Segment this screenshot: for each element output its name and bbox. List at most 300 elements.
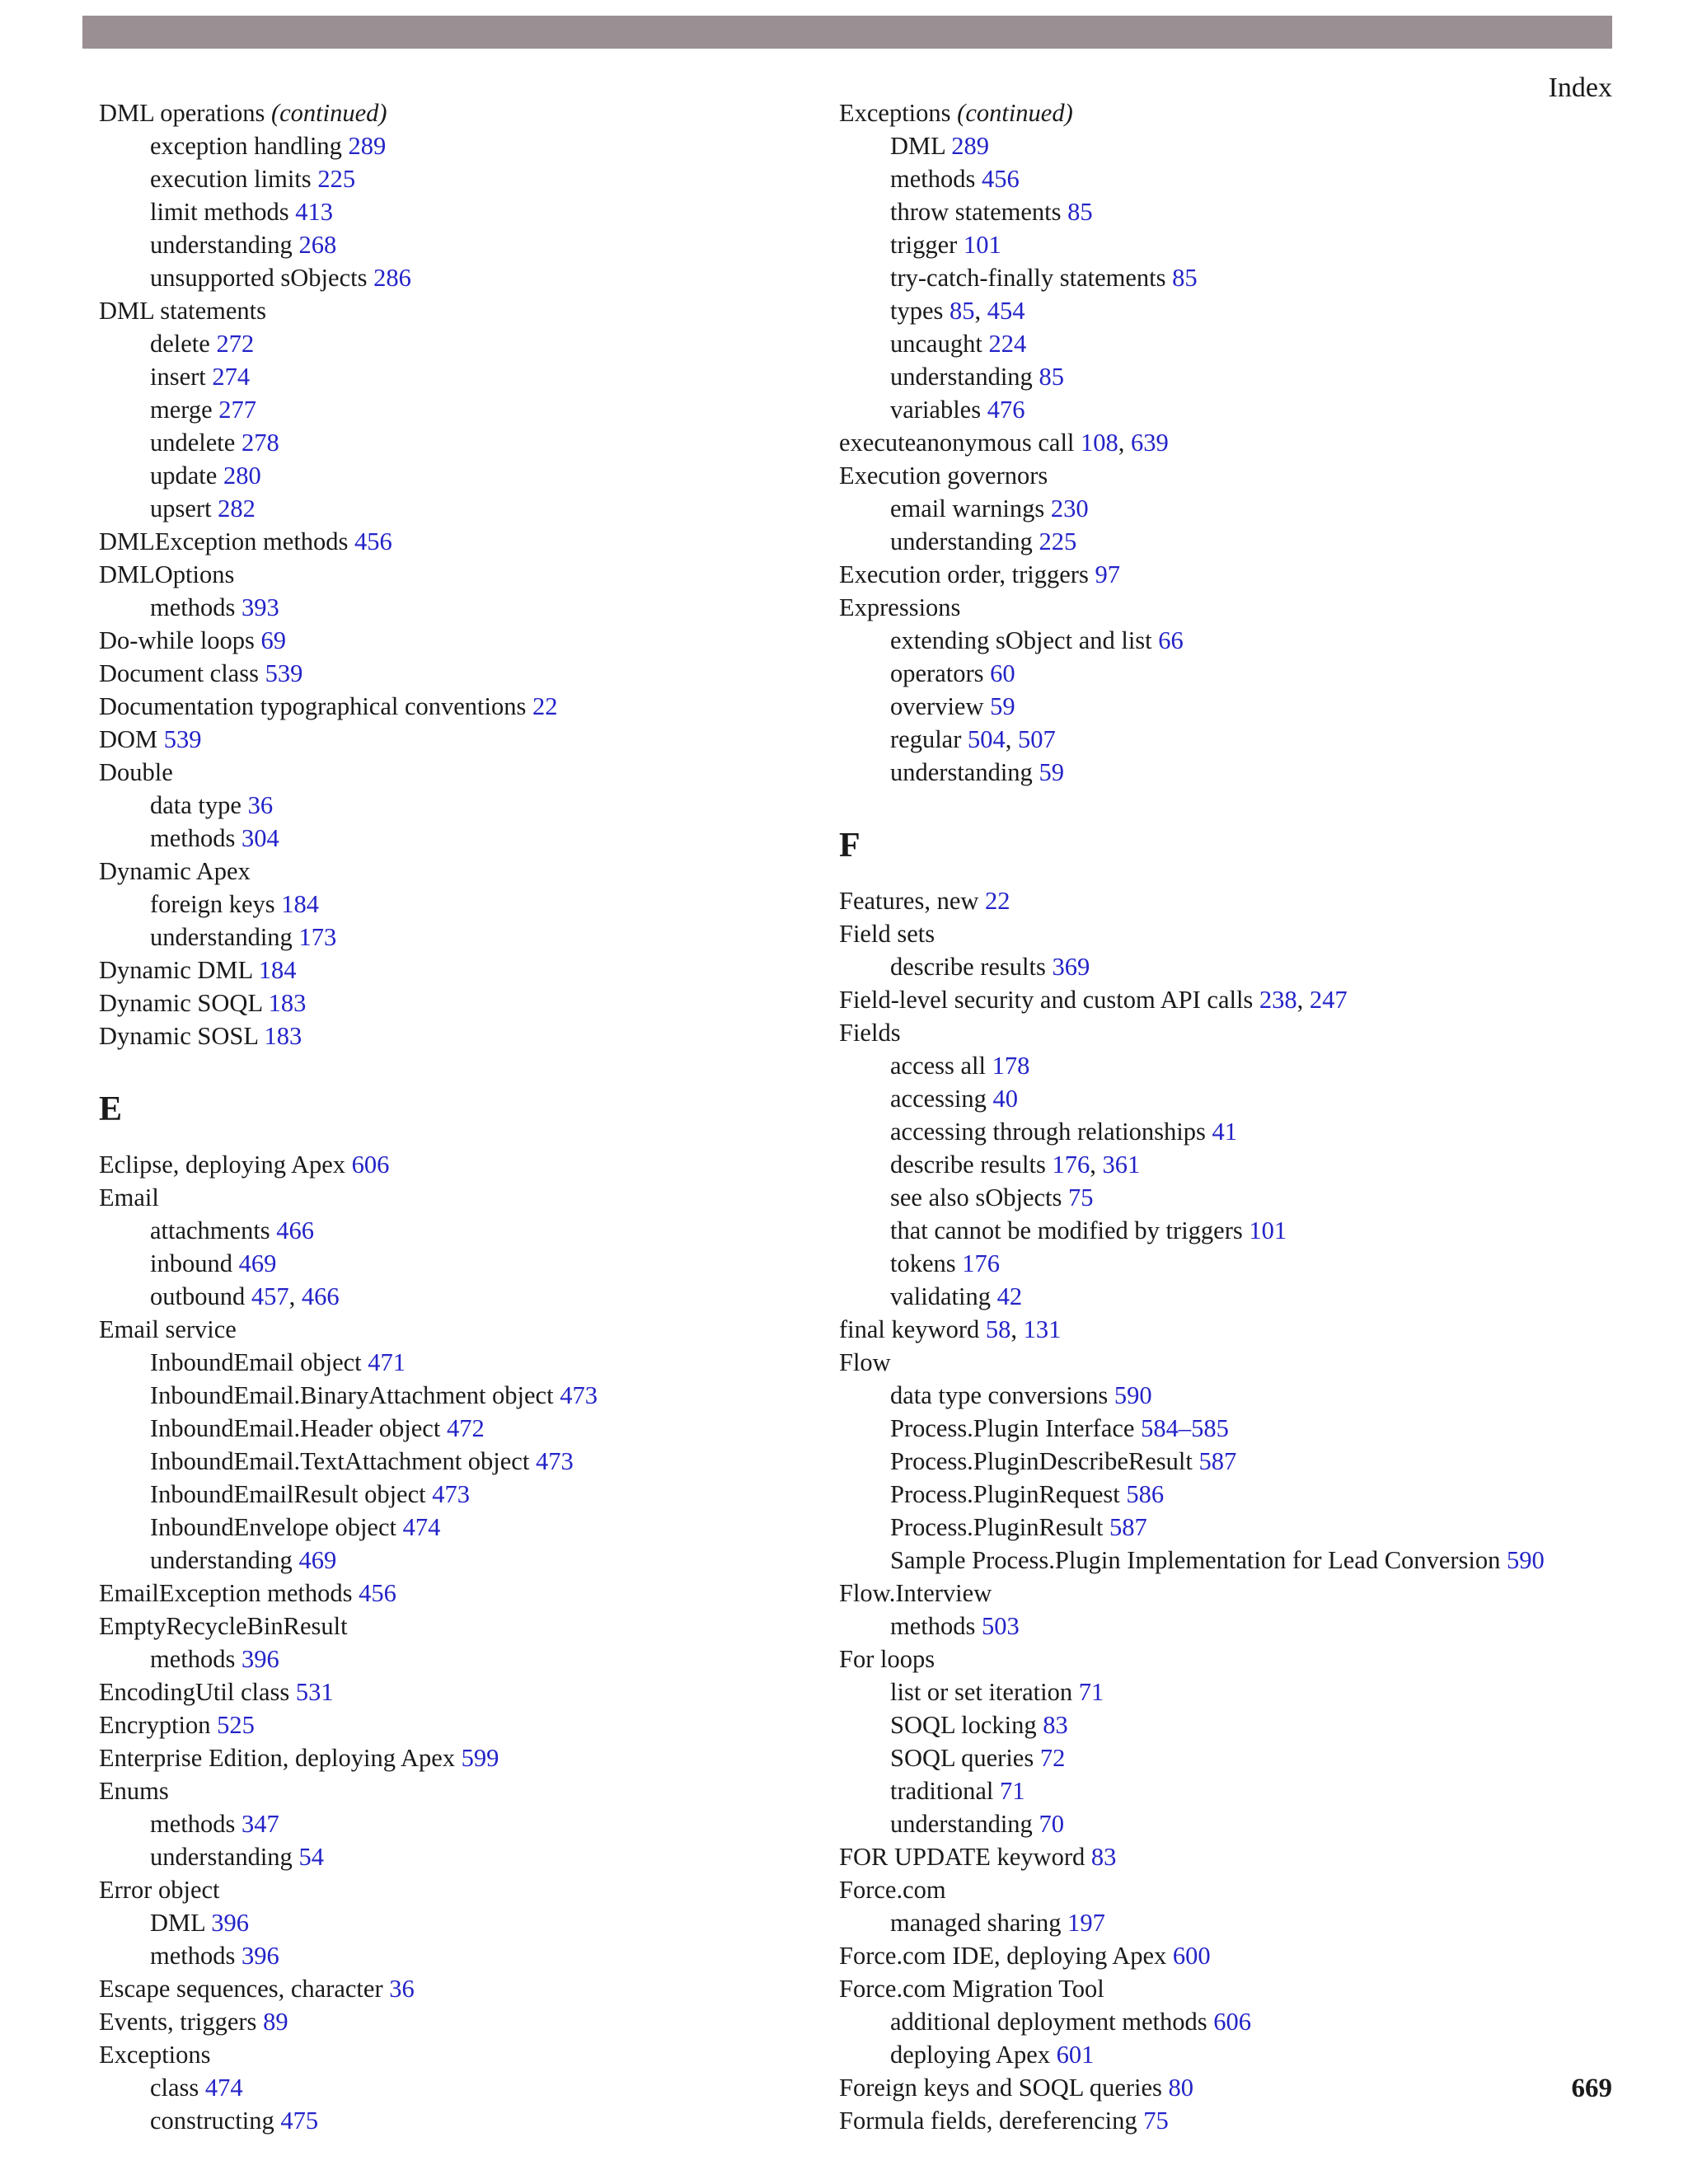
page-refs bbox=[447, 1414, 485, 1442]
index-term: Process.PluginRequest bbox=[890, 1480, 1120, 1508]
index-term: exception handling bbox=[150, 132, 342, 160]
index-entry bbox=[99, 1577, 824, 1610]
page-link[interactable]: 54 bbox=[298, 1843, 324, 1871]
index-term: upsert bbox=[150, 494, 212, 523]
index-term: access all bbox=[890, 1052, 986, 1080]
index-subentry bbox=[99, 1906, 824, 1939]
page-link[interactable]: 456 bbox=[354, 527, 392, 555]
index-term: Do-while loops bbox=[99, 626, 255, 654]
page-link[interactable]: 587 bbox=[1198, 1447, 1237, 1475]
page-link[interactable]: 184 bbox=[281, 890, 319, 918]
index-entry bbox=[99, 1972, 824, 2005]
page-refs bbox=[1198, 1447, 1236, 1475]
page-link[interactable]: 590 bbox=[1506, 1546, 1545, 1574]
index-term: Enums bbox=[99, 1777, 169, 1805]
index-subentry bbox=[99, 195, 824, 228]
index-term: For loops bbox=[839, 1645, 935, 1673]
page-refs bbox=[164, 725, 202, 753]
index-term: deploying Apex bbox=[890, 2041, 1050, 2069]
index-subentry bbox=[99, 129, 824, 162]
page-refs bbox=[248, 791, 274, 819]
index-entry bbox=[99, 690, 824, 723]
index-subentry bbox=[839, 1478, 1564, 1511]
page-link[interactable]: 60 bbox=[990, 659, 1015, 687]
top-bar bbox=[82, 16, 1612, 49]
page-link[interactable]: 278 bbox=[241, 429, 279, 457]
index-entry bbox=[839, 1346, 1564, 1379]
page-link[interactable]: 101 bbox=[1249, 1216, 1287, 1244]
index-term: inbound bbox=[150, 1249, 232, 1277]
index-subentry bbox=[99, 1412, 824, 1445]
page-link[interactable]: 42 bbox=[996, 1282, 1023, 1310]
page-refs bbox=[1040, 1744, 1066, 1772]
index-term: Exceptions bbox=[839, 99, 951, 127]
index-subentry bbox=[99, 1280, 824, 1313]
page-link[interactable]: 178 bbox=[992, 1052, 1030, 1080]
index-subentry bbox=[839, 1675, 1564, 1708]
page-link[interactable]: 197 bbox=[1067, 1909, 1105, 1937]
index-term: DMLOptions bbox=[99, 560, 235, 588]
page-link[interactable]: 286 bbox=[373, 264, 411, 292]
index-entry bbox=[99, 954, 824, 987]
page-link[interactable]: 539 bbox=[265, 659, 303, 687]
page-link[interactable]: 85 bbox=[1039, 363, 1064, 391]
index-entry bbox=[99, 1774, 824, 1807]
page-link[interactable]: 59 bbox=[990, 692, 1015, 720]
page-link[interactable]: 80 bbox=[1168, 2074, 1194, 2102]
index-term: operators bbox=[890, 659, 984, 687]
index-subentry bbox=[839, 1247, 1564, 1280]
page-refs bbox=[1095, 560, 1120, 588]
page-link[interactable]: 247 bbox=[1309, 986, 1348, 1014]
page-refs bbox=[985, 887, 1010, 915]
page-refs bbox=[1126, 1480, 1164, 1508]
index-term: that cannot be modified by triggers bbox=[890, 1216, 1243, 1244]
index-entry bbox=[99, 1873, 824, 1906]
index-term: Foreign keys and SOQL queries bbox=[839, 2074, 1162, 2102]
page-link[interactable]: 268 bbox=[298, 231, 337, 259]
index-term: regular bbox=[890, 725, 962, 753]
index-entry bbox=[99, 2005, 824, 2038]
index-subentry bbox=[839, 1082, 1564, 1115]
page-refs bbox=[218, 396, 256, 424]
page-link[interactable]: 70 bbox=[1039, 1810, 1064, 1838]
page-link[interactable]: 36 bbox=[247, 791, 274, 819]
page-link[interactable]: 176 bbox=[962, 1249, 1001, 1277]
index-term: outbound bbox=[150, 1282, 246, 1310]
page-refs bbox=[1173, 1942, 1211, 1970]
page-refs bbox=[217, 1711, 255, 1739]
page-link[interactable]: 476 bbox=[987, 396, 1025, 424]
page-refs: 58, 131 bbox=[985, 1315, 1062, 1343]
page-link[interactable]: 469 bbox=[238, 1249, 277, 1277]
page-link[interactable]: 108 bbox=[1081, 429, 1118, 457]
index-subentry bbox=[99, 822, 824, 855]
index-term: Dynamic SOQL bbox=[99, 989, 262, 1017]
page-refs bbox=[1039, 1810, 1064, 1838]
index-term: DMLException methods bbox=[99, 527, 349, 555]
index-term: InboundEnvelope object bbox=[150, 1513, 396, 1541]
index-entry bbox=[99, 2038, 824, 2071]
page-link[interactable]: 69 bbox=[260, 626, 287, 654]
page-link[interactable]: 277 bbox=[218, 396, 257, 424]
page-link[interactable]: 466 bbox=[276, 1216, 315, 1244]
index-term: Enterprise Edition, deploying Apex bbox=[99, 1744, 456, 1772]
page-link[interactable]: 539 bbox=[163, 725, 202, 753]
page-refs bbox=[1043, 1711, 1068, 1739]
page-link[interactable]: 601 bbox=[1056, 2041, 1095, 2069]
section-letter: F bbox=[839, 827, 860, 865]
index-entry bbox=[839, 1972, 1564, 2005]
index-entry bbox=[99, 294, 824, 327]
page-refs bbox=[987, 396, 1025, 424]
page-link[interactable]: 72 bbox=[1039, 1744, 1066, 1772]
index-term: Flow.Interview bbox=[839, 1579, 992, 1607]
page-link[interactable]: 225 bbox=[317, 165, 356, 193]
page-link[interactable]: 101 bbox=[963, 231, 1001, 259]
page-link[interactable]: 75 bbox=[1143, 2107, 1169, 2135]
page-refs bbox=[982, 165, 1020, 193]
index-subentry bbox=[839, 2005, 1564, 2038]
index-term: methods bbox=[150, 824, 236, 852]
index-term: EmailException methods bbox=[99, 1579, 353, 1607]
page-link[interactable]: 183 bbox=[264, 1022, 302, 1050]
page-refs: 238, 247 bbox=[1259, 986, 1348, 1014]
page-refs bbox=[1114, 1381, 1152, 1409]
page-link[interactable]: 457 bbox=[251, 1282, 289, 1310]
index-term: tokens bbox=[890, 1249, 956, 1277]
index-subentry bbox=[99, 360, 824, 393]
page-link[interactable]: 173 bbox=[298, 923, 337, 951]
page-refs: 85, 454 bbox=[950, 297, 1025, 325]
index-term: methods bbox=[890, 1612, 976, 1640]
page-link[interactable]: 183 bbox=[268, 989, 307, 1017]
index-term: understanding bbox=[890, 363, 1033, 391]
index-term: describe results bbox=[890, 1151, 1046, 1179]
index-subentry bbox=[839, 1049, 1564, 1082]
page-link[interactable]: 606 bbox=[1213, 2008, 1251, 2036]
index-term: InboundEmail object bbox=[150, 1348, 362, 1376]
page-link[interactable]: 456 bbox=[981, 165, 1020, 193]
page-link[interactable]: 347 bbox=[241, 1810, 279, 1838]
index-subentry bbox=[99, 1807, 824, 1840]
page-link[interactable]: 36 bbox=[389, 1975, 415, 2003]
page-link[interactable]: 584–585 bbox=[1141, 1414, 1229, 1442]
page-link[interactable]: 83 bbox=[1043, 1711, 1068, 1739]
index-term: Sample Process.Plugin Implementation for Lead Conversion bbox=[890, 1546, 1501, 1574]
page-link[interactable]: 586 bbox=[1126, 1480, 1165, 1508]
index-subentry bbox=[99, 1511, 824, 1544]
page-link[interactable]: 85 bbox=[1067, 198, 1093, 226]
index-subentry bbox=[99, 888, 824, 921]
page-link[interactable]: 456 bbox=[359, 1579, 396, 1607]
page-link[interactable]: 474 bbox=[402, 1513, 441, 1541]
page-link[interactable]: 282 bbox=[218, 494, 256, 523]
page-link[interactable]: 587 bbox=[1109, 1513, 1147, 1541]
index-subentry bbox=[839, 624, 1564, 657]
index-subentry bbox=[839, 261, 1564, 294]
index-subentry bbox=[99, 789, 824, 822]
index-subentry bbox=[99, 1544, 824, 1577]
page-link[interactable]: 474 bbox=[204, 2074, 243, 2102]
page-refs bbox=[432, 1480, 470, 1508]
index-term: limit methods bbox=[150, 198, 289, 226]
index-term: understanding bbox=[150, 231, 293, 259]
index-entry bbox=[99, 96, 824, 129]
index-subentry bbox=[839, 162, 1564, 195]
page-link[interactable]: 396 bbox=[211, 1909, 250, 1937]
page-link[interactable]: 274 bbox=[212, 363, 251, 391]
page-refs bbox=[1109, 1513, 1147, 1541]
page-link[interactable]: 454 bbox=[987, 297, 1025, 325]
page-link[interactable]: 471 bbox=[368, 1348, 406, 1376]
page-refs bbox=[298, 1843, 324, 1871]
index-term: additional deployment methods bbox=[890, 2008, 1207, 2036]
index-term: EmptyRecycleBinResult bbox=[99, 1612, 348, 1640]
page-refs bbox=[1051, 494, 1089, 523]
page-refs bbox=[317, 165, 355, 193]
page-refs bbox=[536, 1447, 574, 1475]
index-subentry bbox=[99, 1478, 824, 1511]
index-term: describe results bbox=[890, 953, 1046, 981]
index-subentry bbox=[839, 756, 1564, 789]
page-link[interactable]: 531 bbox=[295, 1678, 334, 1706]
index-term: trigger bbox=[890, 231, 958, 259]
index-term: DML operations bbox=[99, 99, 265, 127]
index-subentry bbox=[839, 195, 1564, 228]
index-term: Double bbox=[99, 758, 173, 786]
page-link[interactable]: 71 bbox=[999, 1777, 1025, 1805]
index-entry bbox=[839, 2071, 1564, 2104]
index-term: Execution governors bbox=[839, 462, 1048, 490]
page-link[interactable]: 41 bbox=[1212, 1118, 1237, 1146]
index-entry bbox=[99, 1741, 824, 1774]
index-subentry bbox=[839, 1379, 1564, 1412]
page-refs bbox=[1212, 1118, 1237, 1146]
page-link[interactable]: 466 bbox=[301, 1282, 340, 1310]
page-refs bbox=[216, 330, 254, 358]
page-link[interactable]: 504 bbox=[968, 725, 1006, 753]
index-term: Dynamic Apex bbox=[99, 857, 251, 885]
index-entry bbox=[99, 558, 824, 591]
page-refs bbox=[1141, 1414, 1229, 1442]
page-link[interactable]: 40 bbox=[992, 1085, 1018, 1113]
index-entry bbox=[839, 558, 1564, 591]
index-entry bbox=[99, 855, 824, 888]
page-refs bbox=[239, 1249, 277, 1277]
index-term: methods bbox=[890, 165, 976, 193]
page-link[interactable]: 225 bbox=[1039, 527, 1077, 555]
index-subentry bbox=[839, 1544, 1564, 1577]
index-subentry bbox=[839, 327, 1564, 360]
page-refs bbox=[962, 1249, 1000, 1277]
page-link[interactable]: 600 bbox=[1172, 1942, 1211, 1970]
page-refs bbox=[1143, 2107, 1169, 2135]
index-subentry bbox=[839, 492, 1564, 525]
page-link[interactable]: 89 bbox=[263, 2008, 288, 2036]
page-refs bbox=[241, 593, 279, 621]
page-link[interactable]: 97 bbox=[1095, 560, 1120, 588]
index-term: understanding bbox=[150, 923, 293, 951]
index-entry bbox=[99, 657, 824, 690]
page-link[interactable]: 66 bbox=[1158, 626, 1184, 654]
page-link[interactable]: 289 bbox=[348, 132, 387, 160]
index-subentry bbox=[99, 1214, 824, 1247]
page-link[interactable]: 396 bbox=[241, 1645, 279, 1673]
index-entry bbox=[839, 1939, 1564, 1972]
page-link[interactable]: 238 bbox=[1259, 986, 1297, 1014]
index-term: Process.Plugin Interface bbox=[890, 1414, 1135, 1442]
page-link[interactable]: 280 bbox=[223, 462, 261, 490]
index-term: methods bbox=[150, 1810, 236, 1838]
index-term: Force.com IDE, deploying Apex bbox=[839, 1942, 1167, 1970]
page-link[interactable]: 230 bbox=[1050, 494, 1089, 523]
page-link[interactable]: 507 bbox=[1018, 725, 1056, 753]
index-term: EncodingUtil class bbox=[99, 1678, 290, 1706]
page-refs bbox=[389, 1975, 415, 2003]
page-refs bbox=[241, 429, 279, 457]
page-link[interactable]: 85 bbox=[1172, 264, 1198, 292]
page-link[interactable]: 525 bbox=[217, 1711, 255, 1739]
page-refs: 504, 507 bbox=[968, 725, 1056, 753]
index-subentry bbox=[99, 1445, 824, 1478]
index-term: data type bbox=[150, 791, 241, 819]
index-entry bbox=[839, 884, 1564, 917]
page-link[interactable]: 472 bbox=[446, 1414, 485, 1442]
index-term: overview bbox=[890, 692, 984, 720]
index-term: Documentation typographical conventions bbox=[99, 692, 527, 720]
page-link[interactable]: 606 bbox=[351, 1151, 390, 1179]
index-subentry bbox=[839, 1906, 1564, 1939]
index-subentry bbox=[839, 1807, 1564, 1840]
page-link[interactable]: 393 bbox=[241, 593, 279, 621]
page-refs bbox=[354, 527, 392, 555]
index-term: understanding bbox=[890, 1810, 1033, 1838]
page-link[interactable]: 176 bbox=[1052, 1151, 1090, 1179]
page-link[interactable]: 599 bbox=[461, 1744, 499, 1772]
page-link[interactable]: 224 bbox=[988, 330, 1027, 358]
page-refs bbox=[241, 1810, 279, 1838]
index-term: Eclipse, deploying Apex bbox=[99, 1151, 346, 1179]
page-link[interactable]: 272 bbox=[216, 330, 255, 358]
page-link[interactable]: 469 bbox=[298, 1546, 337, 1574]
index-term: unsupported sObjects bbox=[150, 264, 368, 292]
index-subentry bbox=[99, 228, 824, 261]
index-subentry bbox=[839, 1445, 1564, 1478]
index-term: InboundEmail.BinaryAttachment object bbox=[150, 1381, 554, 1409]
index-subentry bbox=[99, 1346, 824, 1379]
page-link[interactable]: 473 bbox=[432, 1480, 470, 1508]
page-refs bbox=[265, 659, 303, 687]
page-refs bbox=[532, 692, 558, 720]
index-term: DML bbox=[890, 132, 945, 160]
page-link[interactable]: 361 bbox=[1102, 1151, 1141, 1179]
page-link[interactable]: 22 bbox=[532, 692, 558, 720]
page-link[interactable]: 85 bbox=[950, 297, 975, 325]
page-refs bbox=[1067, 1909, 1105, 1937]
index-entry bbox=[839, 591, 1564, 624]
index-term: executeanonymous call bbox=[839, 429, 1075, 457]
index-term: Force.com bbox=[839, 1876, 946, 1904]
index-term: methods bbox=[150, 593, 236, 621]
index-term: Execution order, triggers bbox=[839, 560, 1089, 588]
index-term: Process.PluginDescribeResult bbox=[890, 1447, 1193, 1475]
index-column-left bbox=[99, 96, 824, 2137]
page-refs bbox=[265, 1022, 302, 1050]
page-link[interactable]: 473 bbox=[560, 1381, 598, 1409]
index-term: uncaught bbox=[890, 330, 982, 358]
page-refs bbox=[259, 956, 297, 984]
page-link[interactable]: 184 bbox=[258, 956, 297, 984]
page-link[interactable]: 396 bbox=[241, 1942, 279, 1970]
page-link[interactable]: 590 bbox=[1114, 1381, 1152, 1409]
page-refs bbox=[1158, 626, 1184, 654]
index-term: Error object bbox=[99, 1876, 220, 1904]
index-subentry bbox=[839, 1774, 1564, 1807]
page-link[interactable]: 131 bbox=[1023, 1315, 1062, 1343]
page-link[interactable]: 58 bbox=[985, 1315, 1011, 1343]
index-subentry bbox=[99, 1840, 824, 1873]
index-subentry bbox=[99, 393, 824, 426]
index-term: email warnings bbox=[890, 494, 1045, 523]
page-refs bbox=[990, 659, 1015, 687]
page-refs bbox=[349, 132, 387, 160]
page-link[interactable]: 59 bbox=[1039, 758, 1064, 786]
index-entry bbox=[839, 2104, 1564, 2137]
page-refs bbox=[298, 1546, 336, 1574]
index-subentry bbox=[99, 162, 824, 195]
index-term: constructing bbox=[150, 2107, 274, 2135]
page-refs bbox=[281, 890, 319, 918]
page-link[interactable]: 83 bbox=[1090, 1843, 1117, 1871]
index-subentry bbox=[99, 2104, 824, 2137]
index-term: accessing through relationships bbox=[890, 1118, 1206, 1146]
page-link[interactable]: 289 bbox=[951, 132, 990, 160]
page-link[interactable]: 22 bbox=[985, 887, 1010, 915]
index-term: update bbox=[150, 462, 218, 490]
index-term: DOM bbox=[99, 725, 158, 753]
page-link[interactable]: 475 bbox=[280, 2107, 319, 2135]
page-refs bbox=[263, 2008, 288, 2036]
page-link[interactable]: 473 bbox=[535, 1447, 574, 1475]
index-entry bbox=[99, 1019, 824, 1052]
page-refs bbox=[280, 2107, 318, 2135]
index-subentry bbox=[839, 690, 1564, 723]
index-subentry bbox=[839, 2038, 1564, 2071]
index-term: DML bbox=[150, 1909, 205, 1937]
page-link[interactable]: 503 bbox=[981, 1612, 1020, 1640]
page-link[interactable]: 369 bbox=[1052, 953, 1090, 981]
page-link[interactable]: 71 bbox=[1078, 1678, 1104, 1706]
index-subentry bbox=[99, 459, 824, 492]
index-term: Exceptions bbox=[99, 2041, 211, 2069]
index-entry bbox=[839, 1873, 1564, 1906]
index-entry bbox=[99, 1148, 824, 1181]
index-entry bbox=[839, 917, 1564, 950]
page-link[interactable]: 639 bbox=[1131, 429, 1169, 457]
page-link[interactable]: 75 bbox=[1068, 1183, 1094, 1212]
page-refs bbox=[993, 1085, 1019, 1113]
page-refs bbox=[296, 1678, 334, 1706]
index-subentry bbox=[99, 1379, 824, 1412]
page-link[interactable]: 413 bbox=[295, 198, 333, 226]
index-subentry bbox=[839, 1181, 1564, 1214]
page-link[interactable]: 304 bbox=[241, 824, 279, 852]
page-refs bbox=[1039, 527, 1076, 555]
page-refs bbox=[982, 1612, 1020, 1640]
index-term: Formula fields, dereferencing bbox=[839, 2107, 1137, 2135]
index-term: extending sObject and list bbox=[890, 626, 1152, 654]
